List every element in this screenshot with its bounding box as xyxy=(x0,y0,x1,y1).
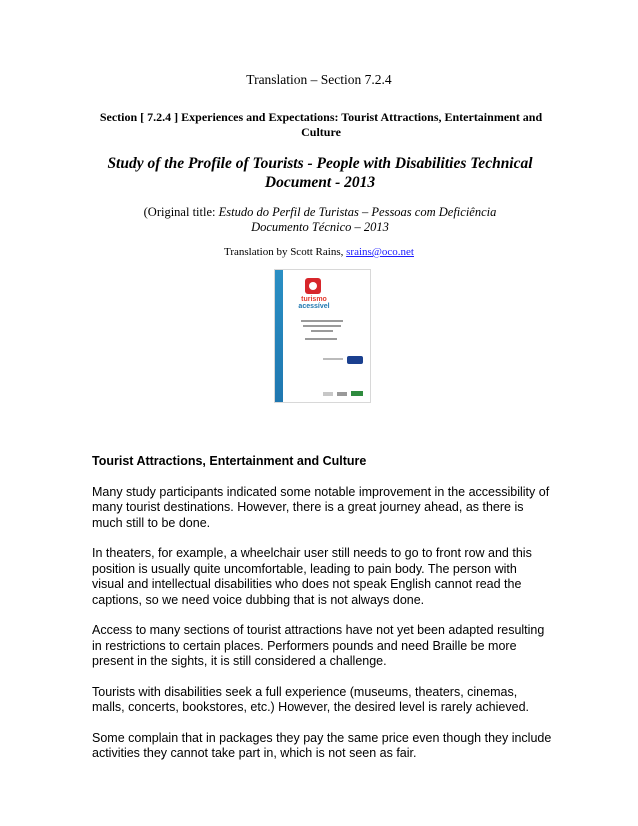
study-title: Study of the Profile of Tourists - People with Disabilities Technical Document - 2013 xyxy=(107,155,533,191)
original-title-prefix: (Original title: xyxy=(143,205,219,219)
logo-text-line2: acessível xyxy=(298,303,330,310)
translator-prefix: Translation by Scott Rains, xyxy=(223,246,347,258)
logo-text-line1: turismo xyxy=(301,296,327,303)
section-heading: Section [ 7.2.4 ] Experiences and Expectations: Tourist Attractions, Entertainment and Culture xyxy=(99,110,543,139)
original-title-italic: Estudo do Perfil de Turistas – Pessoas com Deficiência Documento Técnico – 2013 xyxy=(218,205,497,234)
paragraph: Tourists with disabilities seek a full experience (museums, theaters, cinemas, malls, concerts, bookstores, etc.) However, the desired level is rarely achieved. xyxy=(92,684,529,714)
translator-email-link[interactable]: srains@oco.net xyxy=(346,246,414,258)
paragraph: Some complain that in packages they pay the same price even though they include activities they cannot take part in, which is not seen as fair. xyxy=(92,730,552,760)
cover-subtitle-line xyxy=(305,338,337,340)
paragraph: In theaters, for example, a wheelchair user still needs to go to front row and this position is usually quite uncomfortable, leading to pain body. The person with visual and intellectual disabilities who does not speak English cannot read the captions, so we need voice dubbing that is not always done. xyxy=(92,546,532,607)
cover-publisher-line xyxy=(323,358,343,360)
footer-logo-icon xyxy=(337,392,347,396)
cover-title-line xyxy=(303,325,341,327)
footer-logo-icon xyxy=(323,392,333,396)
paragraph: Access to many sections of tourist attractions have not yet been adapted resulting in restrictions to certain places. Performers pounds and need Braille be more present in the sights, it is still considered a challenge. xyxy=(92,623,545,668)
translation-heading: Translation – Section 7.2.4 xyxy=(246,72,392,87)
cover-side-stripe xyxy=(275,270,283,402)
document-cover-image xyxy=(275,270,370,402)
brasil-logo-icon xyxy=(351,391,363,396)
publisher-logo-icon xyxy=(347,356,363,364)
translator-credit xyxy=(0,246,638,258)
cover-title-line xyxy=(311,330,333,332)
paragraph: Many study participants indicated some notable improvement in the accessibility of many tourist destinations. However, there is a great journey ahead, as there is much still to be done. xyxy=(92,484,550,530)
body-text xyxy=(92,454,552,777)
original-title xyxy=(120,205,520,235)
logo-inner-mark xyxy=(309,282,317,290)
body-heading: Tourist Attractions, Entertainment and Culture xyxy=(92,454,367,468)
cover-title-line xyxy=(301,320,343,322)
